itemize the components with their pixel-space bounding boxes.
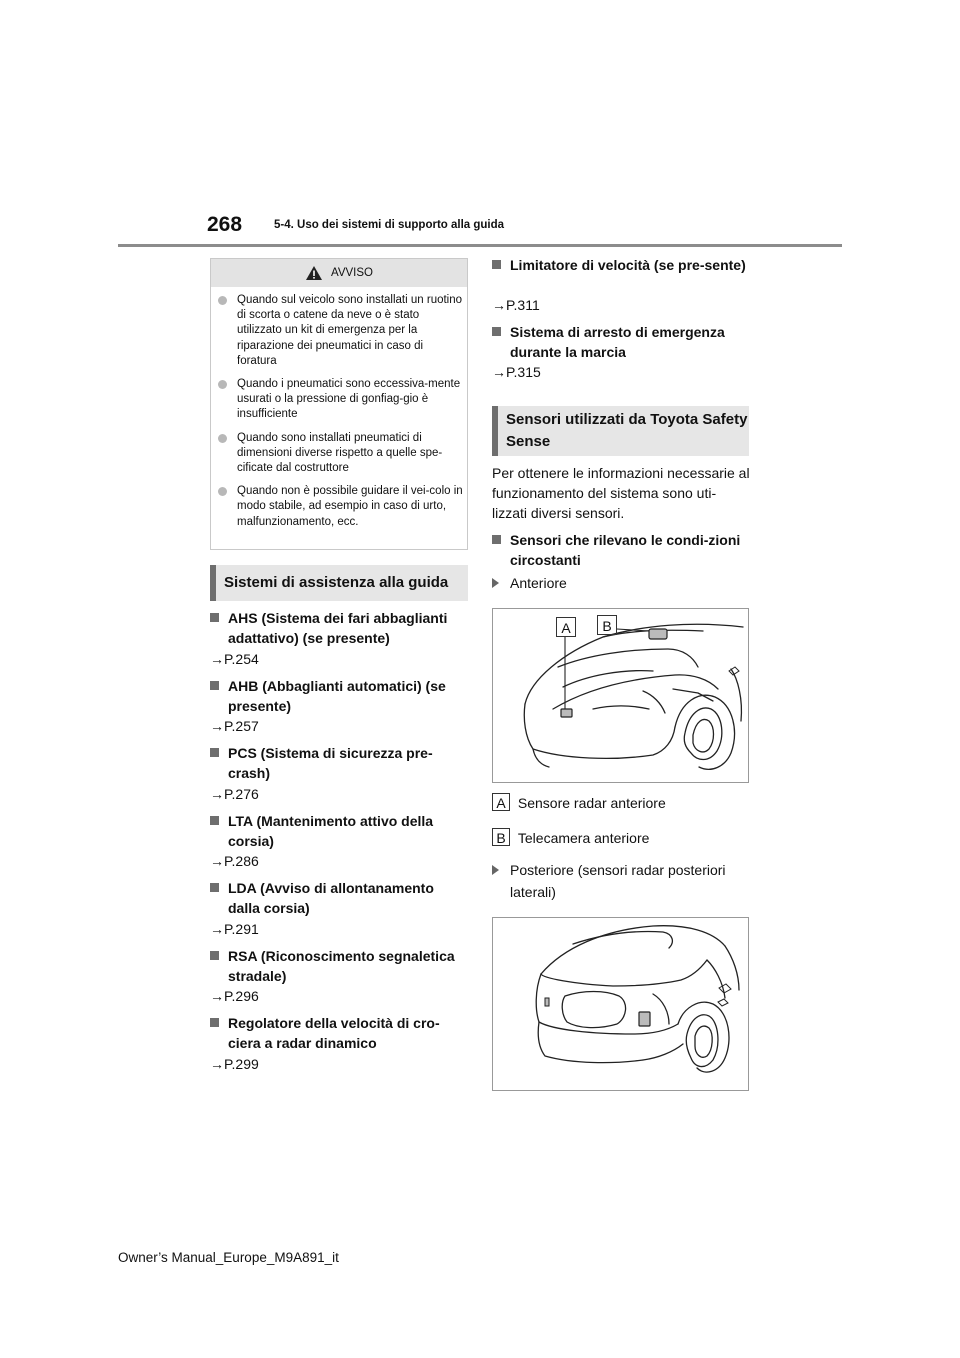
system-item: AHB (Abbaglianti automatici) (se presente) [210, 676, 468, 716]
page-ref[interactable]: →P.315 [492, 364, 541, 380]
square-bullet-icon [492, 535, 501, 544]
header-rule [118, 244, 842, 247]
system-item: AHS (Sistema dei fari abbaglianti adattativo) (se presente) [210, 608, 468, 648]
system-item: LTA (Mantenimento attivo della corsia) [210, 811, 468, 851]
square-bullet-icon [492, 327, 501, 336]
triangle-bullet-icon [492, 578, 499, 588]
square-bullet-icon [210, 951, 219, 960]
warning-item: Quando non è possibile guidare il vei-colo in modo stabile, ad esempio in caso di urto, malfunzionamento, ecc. [218, 484, 465, 530]
page-ref[interactable]: →P.291 [210, 921, 259, 937]
rear-label: Posteriore (sensori radar posteriori laterali) [492, 859, 748, 903]
systems-heading: Sistemi di assistenza alla guida [210, 565, 468, 601]
sensors-subheading: Sensori che rilevano le condi-zioni circostanti [492, 530, 748, 570]
legend-b-box: B [492, 828, 510, 846]
bullet-icon [218, 296, 227, 305]
warning-title: AVVISO [331, 267, 373, 279]
section-title: 5-4. Uso dei sistemi di supporto alla guida [274, 219, 505, 231]
page-ref[interactable]: →P.299 [210, 1056, 259, 1072]
system-item: Regolatore della velocità di cro-ciera a radar dinamico [210, 1013, 468, 1053]
square-bullet-icon [210, 613, 219, 622]
warning-item: Quando sono installati pneumatici di dimensioni diverse rispetto a quelle spe-cificate dal costruttore [218, 431, 465, 477]
page-ref[interactable]: →P.286 [210, 853, 259, 869]
page-ref[interactable]: →P.276 [210, 786, 259, 802]
front-label: Anteriore [492, 573, 567, 593]
front-car-drawing [493, 609, 748, 782]
page-ref[interactable]: →P.311 [492, 297, 540, 313]
page-ref[interactable]: →P.254 [210, 651, 259, 667]
square-bullet-icon [210, 883, 219, 892]
system-item: PCS (Sistema di sicurezza pre-crash) [210, 743, 468, 783]
page-number: 268 [207, 213, 243, 236]
warning-header [211, 259, 467, 287]
bullet-icon [218, 434, 227, 443]
page-ref[interactable]: →P.296 [210, 988, 259, 1004]
legend-a-box: A [492, 793, 510, 811]
legend-b: B Telecamera anteriore [492, 828, 649, 848]
rear-car-drawing [493, 918, 748, 1090]
bullet-icon [218, 487, 227, 496]
square-bullet-icon [210, 816, 219, 825]
callout-b: B [597, 615, 617, 635]
warning-item: Quando sul veicolo sono installati un ruotino di scorta o catene da neve o è stato utilizzato un kit di emergenza per la riparazione dei pneumatici in caso di foratura [218, 293, 465, 369]
warning-box [210, 258, 468, 550]
sensors-heading: Sensori utilizzati da Toyota Safety Sense [492, 406, 749, 456]
sensors-intro: Per ottenere le informazioni necessarie al funzionamento del sistema sono uti-lizzati diversi sensori. [492, 465, 750, 521]
system-item: LDA (Avviso di allontanamento dalla corsia) [210, 878, 468, 918]
system-item: Sistema di arresto di emergenza durante la marcia [492, 322, 748, 362]
bullet-icon [218, 380, 227, 389]
square-bullet-icon [210, 1018, 219, 1027]
legend-a: A Sensore radar anteriore [492, 793, 666, 813]
square-bullet-icon [492, 260, 501, 269]
callout-a: A [556, 617, 576, 637]
rear-car-figure [492, 917, 749, 1091]
warning-icon [305, 265, 323, 281]
triangle-bullet-icon [492, 865, 499, 875]
front-car-figure [492, 608, 749, 783]
system-item: Limitatore di velocità (se pre-sente) [492, 255, 748, 275]
square-bullet-icon [210, 681, 219, 690]
footer: Owner’s Manual_Europe_M9A891_it [118, 1250, 339, 1265]
warning-item: Quando i pneumatici sono eccessiva-mente usurati o la pressione di gonfiag-gio è insufficiente [218, 377, 465, 423]
square-bullet-icon [210, 748, 219, 757]
page-ref[interactable]: →P.257 [210, 718, 259, 734]
system-item: RSA (Riconoscimento segnaletica stradale) [210, 946, 468, 986]
